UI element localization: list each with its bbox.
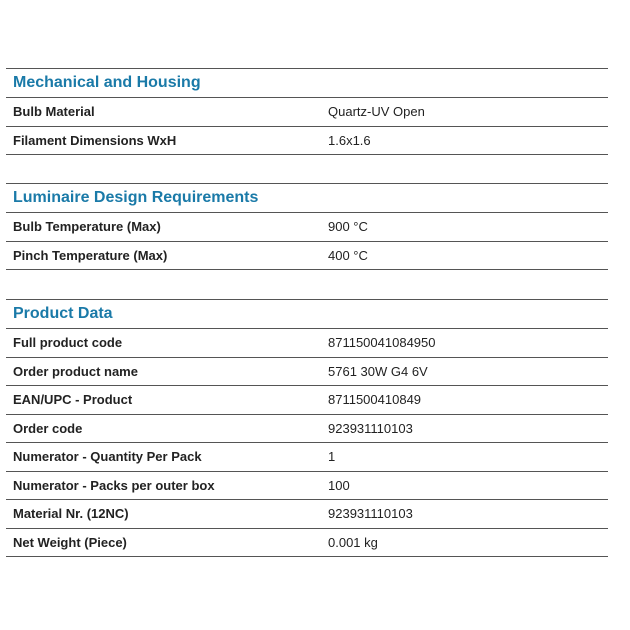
row-value: 1.6x1.6 bbox=[328, 132, 371, 148]
row-label: Full product code bbox=[13, 335, 123, 351]
table-row bbox=[6, 127, 608, 156]
table-row bbox=[6, 98, 608, 127]
table-row bbox=[6, 358, 608, 387]
table-row bbox=[6, 329, 608, 358]
row-label: Pinch Temperature (Max) bbox=[13, 247, 168, 263]
row-value: 400 °C bbox=[328, 247, 368, 263]
row-value: 8711500410849 bbox=[328, 392, 422, 408]
table-row bbox=[6, 529, 608, 558]
row-value: 1 bbox=[328, 449, 336, 465]
row-value: 923931110103 bbox=[328, 506, 413, 522]
row-value: 871150041084950 bbox=[328, 335, 436, 351]
row-value: 100 bbox=[328, 477, 350, 493]
section-luminaire-design-requirements bbox=[6, 183, 608, 270]
row-label: Filament Dimensions WxH bbox=[13, 132, 177, 148]
table-row bbox=[6, 415, 608, 444]
table-row bbox=[6, 213, 608, 242]
row-label: Material Nr. (12NC) bbox=[13, 506, 129, 522]
row-value: 0.001 kg bbox=[328, 534, 378, 550]
section-product-data bbox=[6, 299, 608, 557]
section-title: Luminaire Design Requirements bbox=[6, 184, 608, 213]
row-label: Net Weight (Piece) bbox=[13, 534, 127, 550]
section-mechanical-and-housing bbox=[6, 68, 608, 155]
table-row bbox=[6, 386, 608, 415]
row-label: Bulb Material bbox=[13, 104, 95, 120]
row-value: 900 °C bbox=[328, 219, 368, 235]
row-label: EAN/UPC - Product bbox=[13, 392, 133, 408]
table-row bbox=[6, 500, 608, 529]
row-value: Quartz-UV Open bbox=[328, 104, 425, 120]
row-label: Numerator - Quantity Per Pack bbox=[13, 449, 202, 465]
row-label: Bulb Temperature (Max) bbox=[13, 219, 161, 235]
row-label: Order product name bbox=[13, 363, 138, 379]
row-value: 5761 30W G4 6V bbox=[328, 363, 428, 379]
row-value: 923931110103 bbox=[328, 420, 413, 436]
table-row bbox=[6, 443, 608, 472]
row-label: Numerator - Packs per outer box bbox=[13, 477, 215, 493]
table-row bbox=[6, 242, 608, 271]
row-label: Order code bbox=[13, 420, 83, 436]
section-title: Mechanical and Housing bbox=[6, 69, 608, 98]
section-title: Product Data bbox=[6, 300, 608, 329]
table-row bbox=[6, 472, 608, 501]
